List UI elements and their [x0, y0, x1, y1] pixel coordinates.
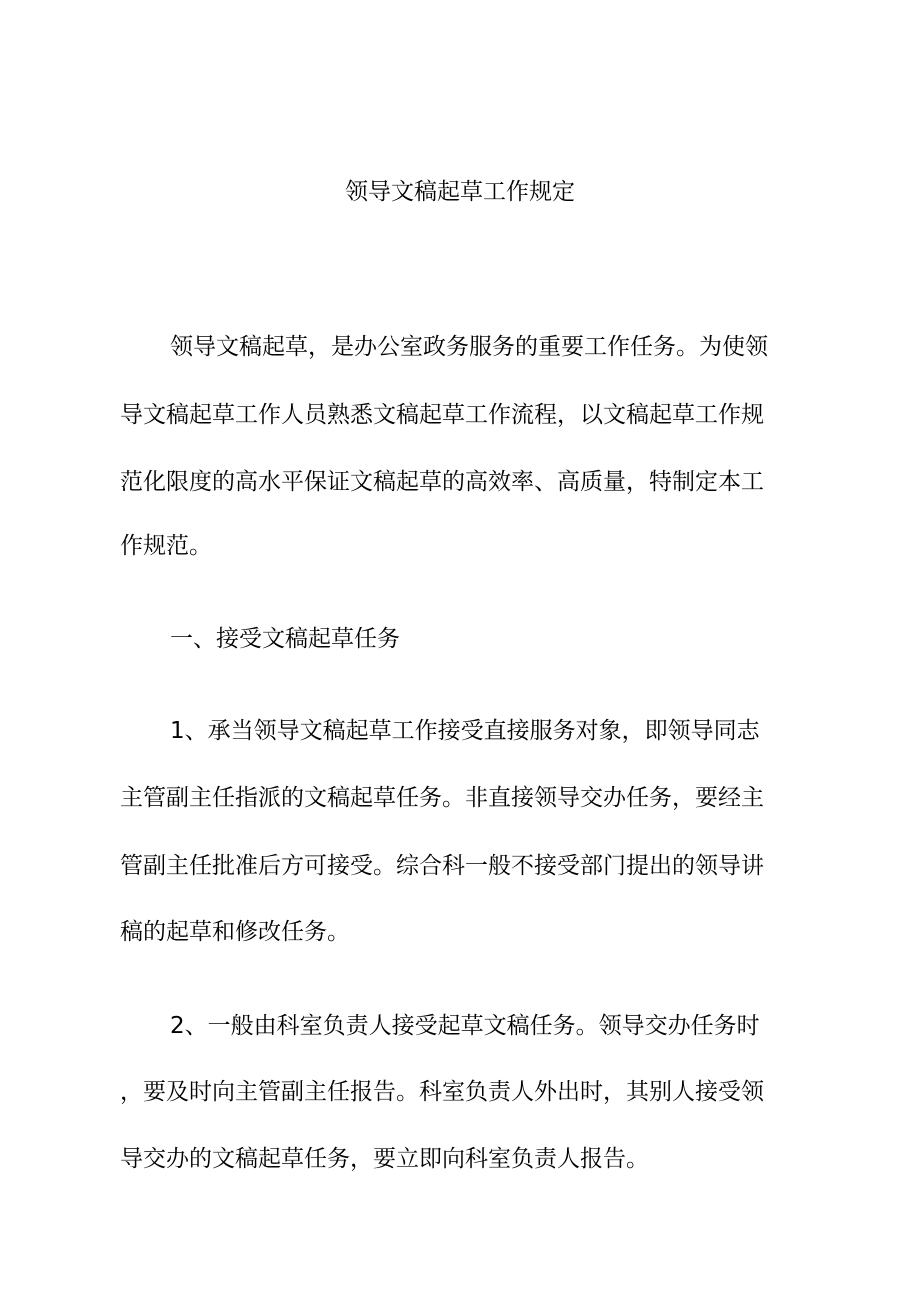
paragraph-intro-line-3: 范化限度的高水平保证文稿起草的高效率、高质量，特制定本工 — [120, 469, 764, 495]
paragraph-item-1-line-2: 主管副主任指派的文稿起草任务。非直接领导交办任务，要经主 — [120, 785, 764, 811]
paragraph-item-1-line-4: 稿的起草和修改任务。 — [120, 919, 350, 945]
paragraph-item-2-line-3: 导交办的文稿起草任务，要立即向科室负责人报告。 — [120, 1146, 649, 1172]
paragraph-intro-line-1: 领导文稿起草，是办公室政务服务的重要工作任务。为使领 — [170, 334, 768, 360]
document-title: 领导文稿起草工作规定 — [345, 179, 575, 205]
paragraph-item-1-line-3: 管副主任批准后方可接受。综合科一般不接受部门提出的领导讲 — [120, 853, 764, 879]
paragraph-item-2-line-1: 2、一般由科室负责人接受起草文稿任务。领导交办任务时 — [170, 1013, 760, 1039]
paragraph-item-1-line-1: 1、承当领导文稿起草工作接受直接服务对象，即领导同志 — [170, 718, 760, 744]
paragraph-intro-line-4: 作规范。 — [120, 533, 212, 559]
paragraph-intro-line-2: 导文稿起草工作人员熟悉文稿起草工作流程，以文稿起草工作规 — [120, 402, 764, 428]
section-heading: 一、接受文稿起草任务 — [170, 626, 400, 652]
paragraph-item-2-line-2: ，要及时向主管副主任报告。科室负责人外出时，其别人接受领 — [120, 1079, 764, 1105]
